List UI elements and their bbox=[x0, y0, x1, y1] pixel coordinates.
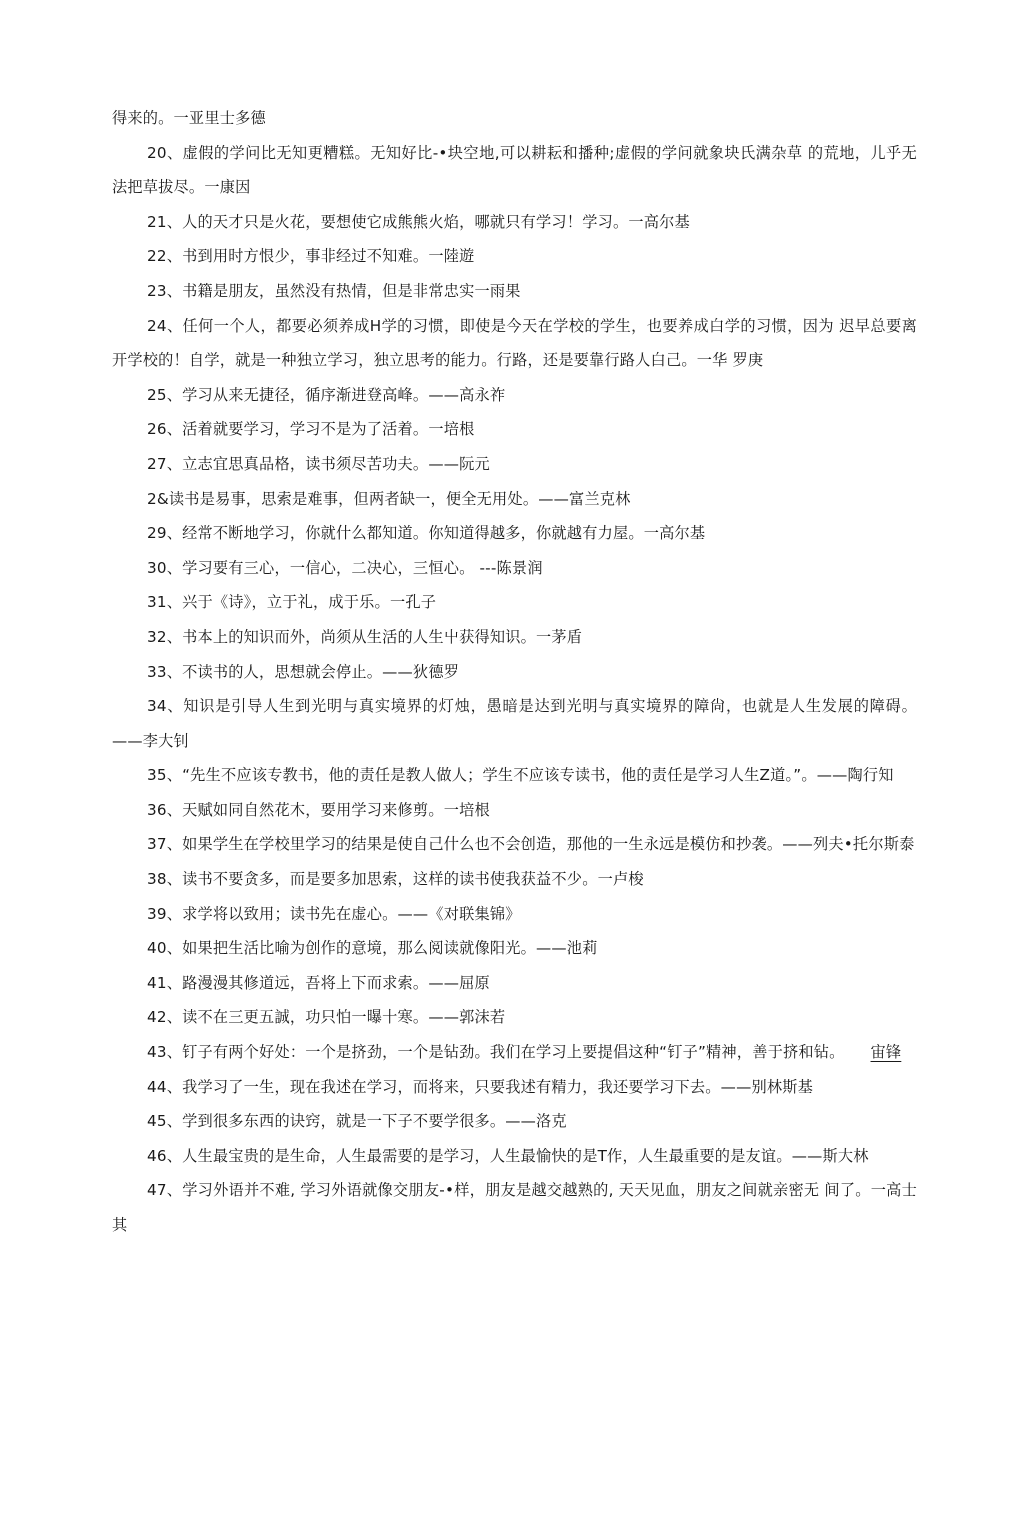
quote-paragraph bbox=[112, 205, 917, 240]
quote-text: 41、路漫漫其修道远，吾将上下而求索。——屈原 bbox=[147, 973, 490, 992]
quote-paragraph bbox=[112, 1139, 917, 1174]
quote-paragraph bbox=[112, 551, 917, 586]
quote-text: 40、如果把生活比喻为创作的意境，那么阅读就像阳光。——池莉 bbox=[147, 939, 598, 958]
quote-paragraph bbox=[112, 689, 917, 758]
quote-paragraph bbox=[112, 482, 917, 517]
quote-paragraph bbox=[112, 758, 917, 793]
quote-paragraph bbox=[112, 274, 917, 309]
quote-text: 26、活着就要学习，学习不是为了活着。一培根 bbox=[147, 420, 475, 439]
quote-text: 44、我学习了一生，现在我述在学习，而将来，只要我述有精力，我还要学习下去。——别林斯基 bbox=[147, 1077, 814, 1096]
quote-author-underlined: 宙锋 bbox=[870, 1043, 902, 1062]
quote-paragraph bbox=[112, 239, 917, 274]
quote-text: 37、如果学生在学校里学习的结果是使自己什么也不会创造，那他的一生永远是模仿和抄袭。——列夫•托尔斯泰 bbox=[147, 835, 915, 854]
quote-paragraph bbox=[112, 1104, 917, 1139]
quote-text: 34、知识是引导人生到光明与真实境界的灯烛，愚暗是达到光明与真实境界的障尙，也就是人生发展的障碍。——李大钊 bbox=[112, 697, 917, 750]
quote-text: 43、钉子有两个好处：一个是挤劲，一个是钻劲。我们在学习上要提倡这种“钉子”精神，善于挤和钻。 bbox=[147, 1043, 845, 1062]
quote-paragraph bbox=[112, 378, 917, 413]
quote-text: 24、任何一个人，都要必须养成H学的习惯，即使是今天在学校的学生，也要养成白学的习惯，因为 迟早总要离开学校的！自学，就是一种独立学习，独立思考的能力。行路，还是要靠行路人白己。一华 罗庚 bbox=[112, 316, 917, 370]
quote-text: 30、学习要有三心，一信心，二决心，三恒心。 ---陈景润 bbox=[147, 558, 543, 577]
quote-paragraph bbox=[112, 620, 917, 655]
quote-text: 35、“先生不应该专教书，他的责任是教人做人；学生不应该专读书，他的责任是学习人生Z道。”。——陶行知 bbox=[147, 766, 894, 785]
quote-paragraph bbox=[112, 101, 917, 136]
quote-text: 25、学习从来无捷径，循序渐进登高峰。——高永祚 bbox=[147, 385, 506, 404]
quote-paragraph bbox=[112, 1035, 917, 1070]
quote-paragraph bbox=[112, 966, 917, 1001]
quote-paragraph bbox=[112, 516, 917, 551]
quote-paragraph bbox=[112, 136, 917, 205]
quote-text: 32、书本上的知识而外，尚须从生活的人生屮获得知识。一茅盾 bbox=[147, 627, 583, 646]
quote-text: 33、不读书的人，思想就会停止。——狄德罗 bbox=[147, 662, 460, 681]
quote-paragraph bbox=[112, 897, 917, 932]
quote-text: 46、人生最宝贵的是生命，人生最需要的是学习，人生最愉快的是T作，人生最重要的是友谊。——斯大林 bbox=[147, 1146, 869, 1165]
quote-paragraph bbox=[112, 412, 917, 447]
quote-text: 47、学习外语并不难, 学习外语就像交朋友-•样，朋友是越交越熟的, 天天见血，朋友之间就亲密无 间了。一高士其 bbox=[112, 1181, 917, 1234]
quote-paragraph bbox=[112, 1070, 917, 1105]
quote-text: 42、读不在三更五誠，功只怕一曝十寒。——郭沫若 bbox=[147, 1008, 506, 1027]
quote-text: 38、读书不要贪多，而是要多加思索，这样的读书使我获益不少。一卢梭 bbox=[147, 870, 644, 889]
quote-text: 27、立志宜思真品格，读书须尽苦功夫。——阮元 bbox=[147, 454, 490, 473]
quote-paragraph bbox=[112, 309, 917, 378]
quote-paragraph bbox=[112, 793, 917, 828]
quote-paragraph bbox=[112, 827, 917, 862]
quote-text: 31、兴于《诗》，立于礼，成于乐。一孔子 bbox=[147, 593, 437, 612]
quote-text: 23、书籍是朋友，虽然没有热情，但是非常忠实一雨果 bbox=[147, 281, 521, 300]
quote-paragraph bbox=[112, 1000, 917, 1035]
quote-text: 29、经常不断地学习，你就什么都知道。你知道得越多，你就越有力屋。一高尔基 bbox=[147, 524, 706, 543]
quote-list bbox=[112, 101, 917, 1243]
quote-text: 20、虚假的学问比无知更糟糕。无知好比-•块空地,可以耕耘和播种;虚假的学问就象块氏满杂草 的荒地，儿乎无法把草拔尽。一康因 bbox=[112, 143, 917, 197]
quote-paragraph bbox=[112, 931, 917, 966]
quote-paragraph bbox=[112, 447, 917, 482]
quote-text: 39、求学将以致用；读书先在虚心。——《对联集锦》 bbox=[147, 904, 521, 923]
quote-text: 21、人的天才只是火花，要想使它成熊熊火焰，哪就只有学习！学习。一高尔基 bbox=[147, 212, 690, 231]
quote-paragraph bbox=[112, 585, 917, 620]
quote-text: 22、书到用时方恨少，事非经过不知难。一陸遊 bbox=[147, 247, 475, 266]
quote-paragraph bbox=[112, 1173, 917, 1242]
quote-text: 36、天赋如同自然花木，要用学习来修剪。一培根 bbox=[147, 800, 490, 819]
quote-paragraph bbox=[112, 655, 917, 690]
quote-paragraph bbox=[112, 862, 917, 897]
quote-text: 得来的。一亚里士多德 bbox=[112, 109, 266, 127]
quote-text: 45、学到很多东西的诀窍，就是一下子不要学很多。——洛克 bbox=[147, 1112, 567, 1131]
quote-text: 2&读书是易事，思索是难事，但两者缺一，便全无用处。——富兰克林 bbox=[147, 489, 631, 508]
